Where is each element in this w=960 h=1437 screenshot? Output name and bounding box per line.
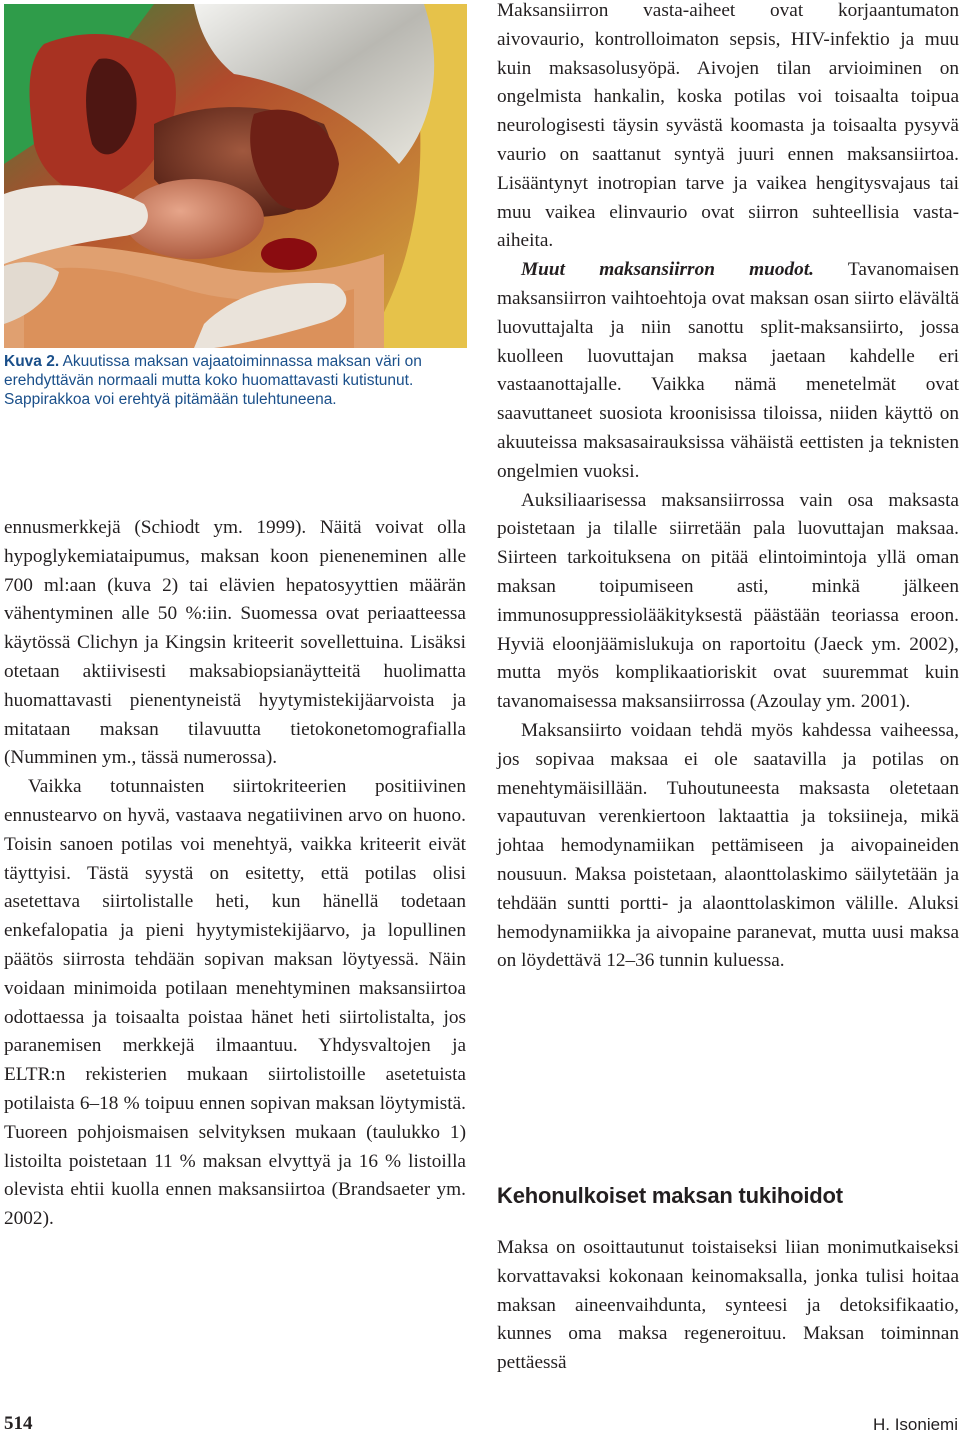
running-author: H. Isoniemi [872, 1415, 958, 1434]
left-column [4, 514, 466, 1234]
paragraph: ennusmerkkejä (Schiodt ym. 1999). Näitä voivat olla hypoglykemiataipumus, maksan koon pieneneminen alle 700 ml:aan (kuva 2) tai elävien hepatosyyttien määrän vähentyminen alle 50 %:iin. Suomessa ovat periaatteessa käytössä Clichyn ja Kingsin kriteerit sovellettuina. Lisäksi otetaan aktiivisesti maksabiopsianäytteitä huolimatta huomattavasti pienentyneistä hyytymistekijäarvoista ja mitataan maksan tilavuutta tietokonetomografialla (Numminen ym., tässä numerossa). [4, 517, 466, 769]
paragraph: Auksiliaarisessa maksansiirrossa vain osa maksasta poistetaan ja tilalle siirretään pala luovuttajan maksaa. Siirteen tarkoituksena on pitää elintoimintoja yllä oman maksan toipumiseen asti, minkä jälkeen immunosuppressiolääkityksestä päästään teoriassa eroon. Hyviä eloonjäämislukuja on raportoitu (Jaeck ym. 2002), mutta myös komplikaatioriskit ovat suuremmat kuin tavanomaisessa maksansiirrossa (Azoulay ym. 2001). [497, 489, 959, 713]
right-column-continued [497, 1234, 959, 1378]
run-in-heading: Muut maksansiirron muodot. [521, 259, 814, 281]
paragraph: Maksansiirron vasta-aiheet ovat korjaantumaton aivovaurio, kontrolloimaton sepsis, HIV-infektio ja muu kuin maksasolusyöpä. Aivojen tilan arvioiminen on ongelmista hankalin, koska potilas voi toisaalta toipua neurologisesti täysin syvästä koomasta ja toisaalta pysyvä vaurio on saattanut syntyä juuri ennen maksansiirtoa. Lisääntynyt inotropian tarve ja vaikea hengitysvajaus tai muu vaikea elinvaurio ovat siirron suhteellisia vasta-aiheita. [497, 0, 959, 252]
paragraph [497, 256, 959, 486]
caption-label: Kuva 2. [4, 353, 60, 370]
figure-caption [4, 352, 470, 409]
caption-text: Akuutissa maksan vajaatoiminnassa maksan väri on erehdyttävän normaali mutta koko huomattavasti kutistunut. Sappirakkoa voi erehtyä pitämään tulehtuneena. [4, 353, 422, 408]
section-heading: Kehonulkoiset maksan tukihoidot [497, 1183, 843, 1208]
page-number: 514 [4, 1413, 33, 1434]
paragraph: Vaikka totunnaisten siirtokriteerien positiivinen ennustearvo on hyvä, vastaava negatiivinen arvo on huono. Toisin sanoen potilas voi menehtyä, vaikka kriteerit eivät täyttyisi. Tästä syystä on esitetty, että potilas olisi asetettava siirtolistalle heti, kun hänellä todetaan enkefalopatia ja pieni hyytymistekijäarvo, ja lopullinen päätös siirrosta tehdään sopivan maksan löytyessä. Näin voidaan minimoida potilaan menehtyminen maksansiirtoa odottaessa ja toisaalta poistaa hänet heti siirtolistalta, jos paranemisen merkkejä ilmaantuu. Yhdysvaltojen ja ELTR:n rekisterien mukaan siirtolistoille asetetuista potilaista 6–18 % toipuu ennen sopivan maksan löytymistä. Tuoreen pohjoismaisen selvityksen mukaan (taulukko 1) listoilta poistetaan 11 % maksan elvyttyä ja 16 % listoilla olevista ehtii kuolla ennen maksansiirtoa (Brandsaeter ym. 2002). [4, 776, 466, 1230]
paragraph: Maksa on osoittautunut toistaiseksi liian monimutkaiseksi korvattavaksi kokonaan keinomaksalla, jonka tulisi hoitaa maksan aineenvaihdunta, synteesi ja detoksifikaatio, kunnes oma maksa regeneroituu. Maksan toiminnan pettäessä [497, 1237, 959, 1374]
paragraph-text: Tavanomaisen maksansiirron vaihtoehtoja ovat maksan osan siirto elävältä luovuttajalta ja niin sanottu split-maksansiirto, jossa kuolleen luovuttajan maksa jaetaan kahdelle eri vastaanottajalle. Vaikka nämä menetelmät ovat saavuttaneet suosiota kroonisissa tiloissa, niiden käyttö on akuuteissa maksasairauksissa vähäistä eettisten ja teknisten ongelmien vuoksi. [497, 259, 959, 482]
right-column [497, 0, 959, 976]
paragraph: Maksansiirto voidaan tehdä myös kahdessa vaiheessa, jos sopivaa maksaa ei ole saatavilla ja potilas on menehtymäisillään. Tuhoutuneesta maksasta oletetaan vapautuvan verenkiertoon laktaattia ja toksiineja, mikä johtaa hemodynamiikan pettämiseen ja aivopaineiden nousuun. Maksa poistetaan, alaonttolaskimo säilytetään ja tehdään suntti portti- ja alaonttolaskimon välille. Aluksi hemodynamiikka ja aivopaine paranevat, mutta uusi maksa on löydettävä 12–36 tunnin kuluessa. [497, 719, 959, 972]
surgical-photo-drawing [4, 4, 467, 348]
surgical-photo [4, 4, 467, 348]
